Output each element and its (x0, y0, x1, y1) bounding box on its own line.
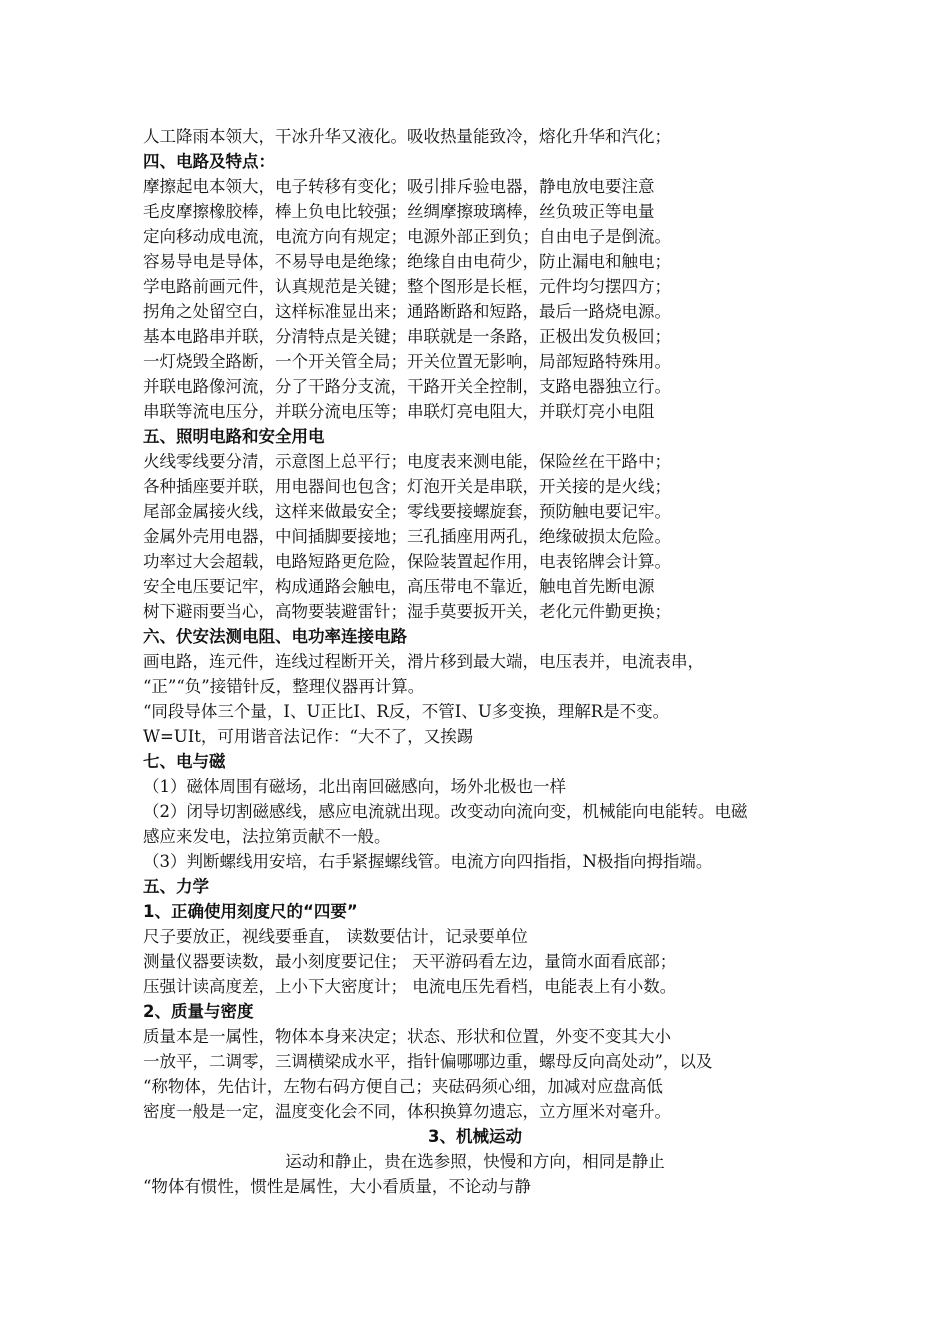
text-line: 质量本是一属性，物体本身来决定；状态、形状和位置，外变不变其大小 (143, 1027, 671, 1046)
text-line: 测量仪器要读数，最小刻度要记住； 天平游码看左边，量筒水面看底部； (143, 952, 677, 971)
section-heading-circuits: 四、电路及特点： (143, 152, 275, 171)
text-line: 压强计读高度差，上小下大密度计； 电流电压先看档，电能表上有小数。 (143, 977, 677, 996)
subheading-mass-density: 2、质量与密度 (143, 1002, 254, 1021)
text-line: “物体有惯性，惯性是属性，大小看质量，不论动与静 (143, 1177, 531, 1196)
text-line: （3）判断螺线用安培，右手紧握螺线管。电流方向四指指，N极指向拇指端。 (143, 852, 713, 871)
text-line: 拐角之处留空白，这样标准显出来；通路断路和短路，最后一路烧电源。 (143, 302, 671, 321)
text-line: 画电路，连元件，连线过程断开关，滑片移到最大端，电压表并，电流表串， (143, 652, 704, 671)
section-heading-voltammetry: 六、伏安法测电阻、电功率连接电路 (143, 627, 407, 646)
text-line: 基本电路串并联，分清特点是关键；串联就是一条路，正极出发负极回； (143, 327, 671, 346)
text-line: 感应来发电，法拉第贡献不一般。 (143, 827, 391, 846)
text-line: 安全电压要记牢，构成通路会触电，高压带电不靠近，触电首先断电源 (143, 577, 655, 596)
text-line: W=UIt，可用谐音法记作：“大不了，又挨踢 (143, 727, 474, 746)
text-line: 人工降雨本领大，干冰升华又液化。吸收热量能致冷，熔化升华和汽化； (143, 127, 671, 146)
text-line: 尾部金属接火线，这样来做最安全；零线要接螺旋套，预防触电要记牢。 (143, 502, 671, 521)
text-line: 摩擦起电本领大，电子转移有变化；吸引排斥验电器，静电放电要注意 (143, 177, 655, 196)
text-line: （1）磁体周围有磁场，北出南回磁感向，场外北极也一样 (143, 777, 566, 796)
text-line: 功率过大会超载，电路短路更危险，保险装置起作用，电表铭牌会计算。 (143, 552, 671, 571)
text-line: 定向移动成电流，电流方向有规定；电源外部正到负；自由电子是倒流。 (143, 227, 671, 246)
subheading-mechanical-motion: 3、机械运动 (428, 1127, 522, 1146)
subheading-ruler: 1、正确使用刻度尺的“四要” (143, 902, 358, 921)
text-line: 并联电路像河流，分了干路分支流，干路开关全控制，支路电器独立行。 (143, 377, 671, 396)
text-line: 一放平，二调零，三调横梁成水平，指针偏哪哪边重，螺母反向高处动”，以及 (143, 1052, 713, 1071)
section-heading-lighting-safety: 五、照明电路和安全用电 (143, 427, 325, 446)
text-line: 尺子要放正，视线要垂直， 读数要估计，记录要单位 (143, 927, 528, 946)
text-line: 毛皮摩擦橡胶棒，棒上负电比较强；丝绸摩擦玻璃棒，丝负玻正等电量 (143, 202, 655, 221)
section-heading-electromagnetism: 七、电与磁 (143, 752, 226, 771)
text-line: 火线零线要分清，示意图上总平行；电度表来测电能，保险丝在干路中； (143, 452, 671, 471)
text-line: 学电路前画元件，认真规范是关键；整个图形是长框，元件均匀摆四方； (143, 277, 671, 296)
text-line: “称物体，先估计，左物右码方便自己；夹砝码须心细，加减对应盘高低 (143, 1077, 663, 1096)
section-heading-mechanics: 五、力学 (143, 877, 209, 896)
text-line: 容易导电是导体，不易导电是绝缘；绝缘自由电荷少，防止漏电和触电； (143, 252, 671, 271)
text-line: “正”“负”接错针反，整理仪器再计算。 (143, 677, 425, 696)
text-line: 密度一般是一定，温度变化会不同，体积换算勿遗忘，立方厘米对毫升。 (143, 1102, 671, 1121)
text-line: 树下避雨要当心，高物要装避雷针；湿手莫要扳开关，老化元件勤更换； (143, 602, 671, 621)
text-line: “同段导体三个量，I、U正比I、R反，不管I、U多变换，理解R是不变。 (143, 702, 670, 721)
text-line: 串联等流电压分，并联分流电压等；串联灯亮电阻大，并联灯亮小电阻 (143, 402, 655, 421)
text-line: 各种插座要并联，用电器间也包含；灯泡开关是串联，开关接的是火线； (143, 477, 671, 496)
text-line: 运动和静止，贵在选参照，快慢和方向，相同是静止 (285, 1152, 665, 1171)
text-line: 一灯烧毁全路断，一个开关管全局；开关位置无影响，局部短路特殊用。 (143, 352, 671, 371)
text-line: （2）闭导切割磁感线，感应电流就出现。改变动向流向变，机械能向电能转。电磁 (143, 802, 748, 821)
text-line: 金属外壳用电器，中间插脚要接地；三孔插座用两孔，绝缘破损太危险。 (143, 527, 671, 546)
